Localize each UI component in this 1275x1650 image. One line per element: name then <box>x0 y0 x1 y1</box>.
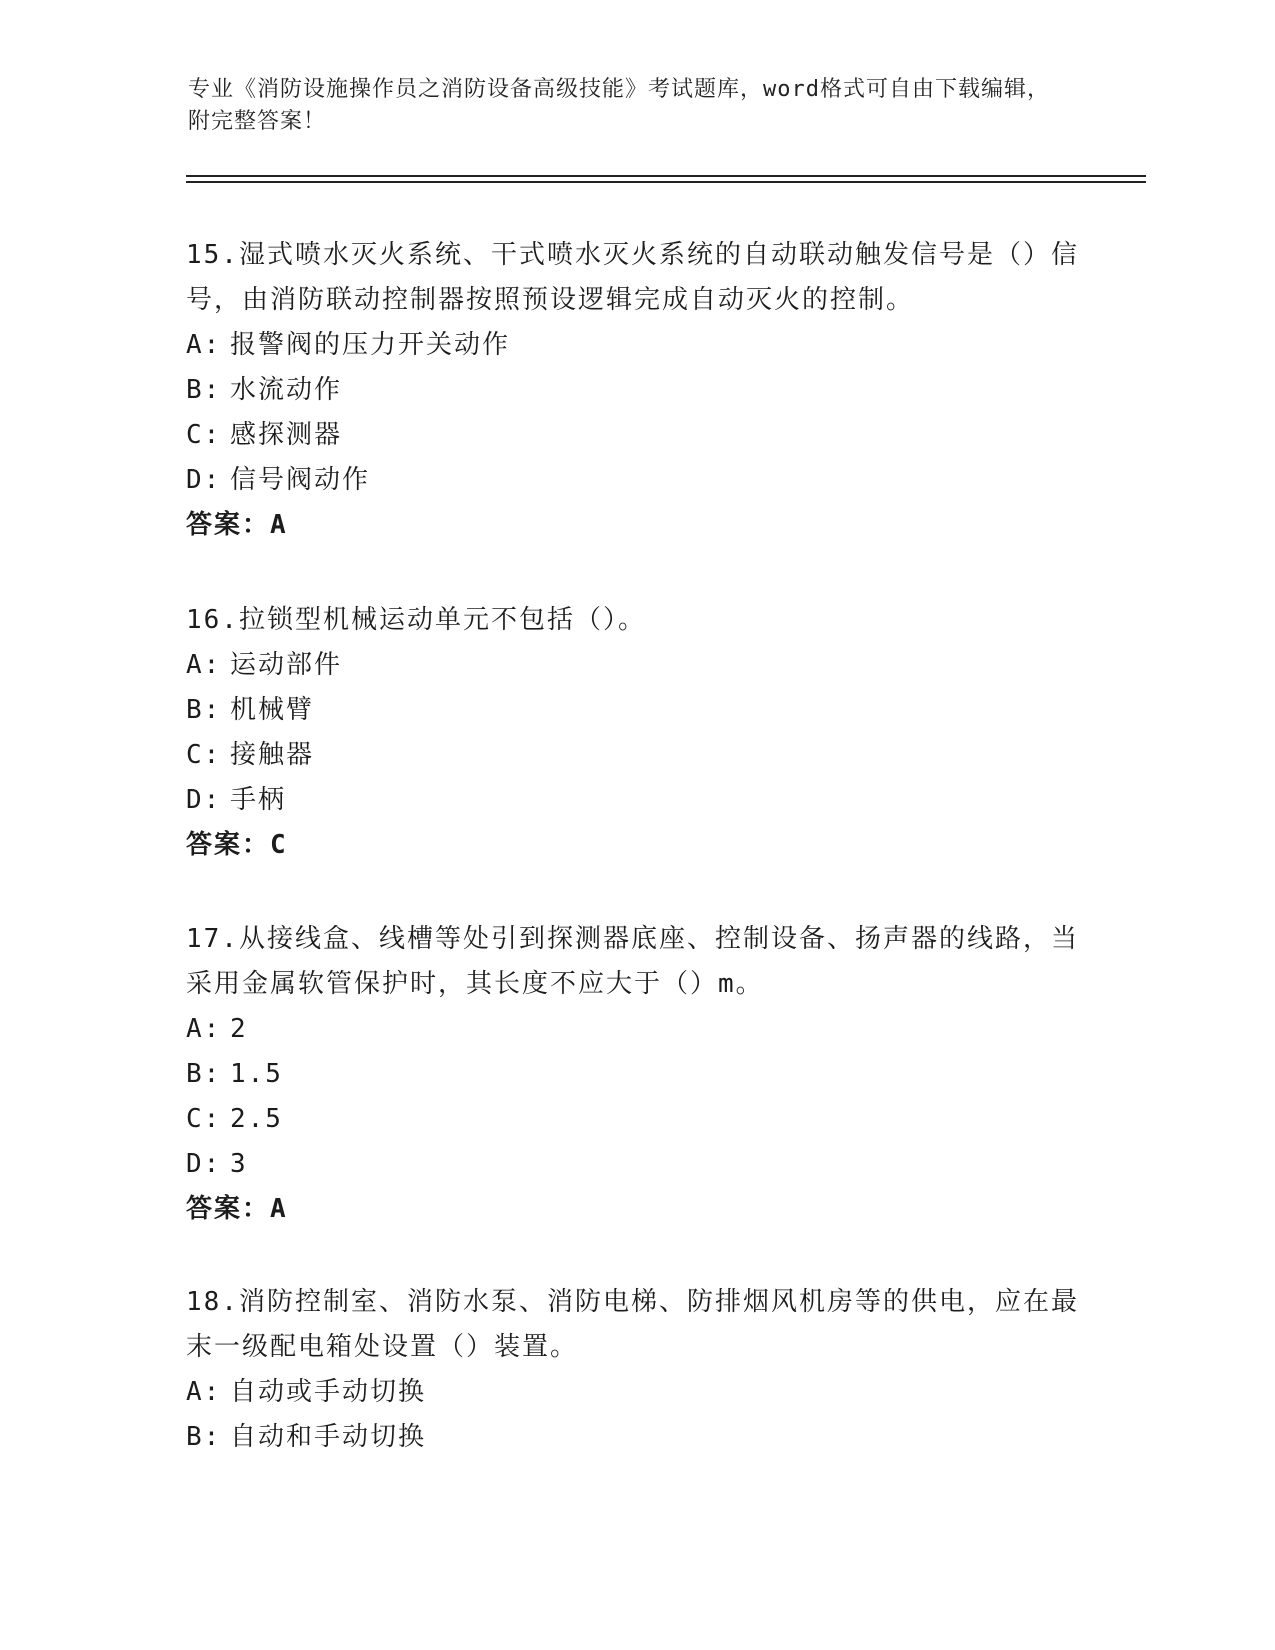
question-17 <box>186 917 1086 1232</box>
answer-line <box>186 823 1086 868</box>
option-letter: B: <box>186 375 222 405</box>
option-letter: C: <box>186 1104 222 1134</box>
option-letter: A: <box>186 1014 222 1044</box>
answer-label: 答案： <box>186 1194 271 1224</box>
option-letter: A: <box>186 330 222 360</box>
question-16 <box>186 598 1086 868</box>
option-c <box>186 733 1086 778</box>
question-18 <box>186 1280 1086 1460</box>
option-text: 感探测器 <box>230 420 343 450</box>
option-a <box>186 1370 1086 1415</box>
option-c <box>186 413 1086 458</box>
option-letter: B: <box>186 1422 222 1452</box>
option-letter: D: <box>186 785 222 815</box>
option-text: 水流动作 <box>230 375 343 405</box>
question-stem: 18.消防控制室、消防水泵、消防电梯、防排烟风机房等的供电，应在最末一级配电箱处设置（）装置。 <box>186 1287 1079 1362</box>
option-letter: B: <box>186 695 222 725</box>
option-letter: A: <box>186 650 222 680</box>
option-b <box>186 368 1086 413</box>
option-d <box>186 778 1086 823</box>
answer-value: C <box>270 830 287 860</box>
answer-line <box>186 1187 1086 1232</box>
option-text: 报警阀的压力开关动作 <box>230 330 511 360</box>
answer-value: A <box>270 510 287 540</box>
option-a <box>186 643 1086 688</box>
option-text: 2.5 <box>230 1104 283 1134</box>
option-letter: C: <box>186 420 222 450</box>
option-d <box>186 458 1086 503</box>
option-b <box>186 1415 1086 1460</box>
option-c <box>186 1097 1086 1142</box>
answer-value: A <box>270 1194 287 1224</box>
question-stem: 17.从接线盒、线槽等处引到探测器底座、控制设备、扬声器的线路，当采用金属软管保护时，其长度不应大于（）m。 <box>186 924 1079 999</box>
option-a <box>186 1007 1086 1052</box>
option-text: 自动或手动切换 <box>230 1377 427 1407</box>
option-text: 机械臂 <box>230 695 315 725</box>
option-text: 自动和手动切换 <box>230 1422 427 1452</box>
option-letter: C: <box>186 740 222 770</box>
question-15 <box>186 233 1086 548</box>
option-letter: B: <box>186 1059 222 1089</box>
option-text: 接触器 <box>230 740 315 770</box>
option-a <box>186 323 1086 368</box>
option-text: 手柄 <box>230 785 287 815</box>
header-divider-bottom <box>186 181 1146 183</box>
option-text: 运动部件 <box>230 650 343 680</box>
document-header: 专业《消防设施操作员之消防设备高级技能》考试题库，word格式可自由下载编辑，附完整答案！ <box>188 77 1050 134</box>
question-stem: 16.拉锁型机械运动单元不包括（）。 <box>186 605 646 635</box>
option-text: 1.5 <box>230 1059 283 1089</box>
question-stem: 15.湿式喷水灭火系统、干式喷水灭火系统的自动联动触发信号是（）信号，由消防联动控制器按照预设逻辑完成自动灭火的控制。 <box>186 240 1079 315</box>
answer-label: 答案： <box>186 830 271 860</box>
option-b <box>186 1052 1086 1097</box>
option-d <box>186 1142 1086 1187</box>
option-text: 2 <box>230 1014 248 1044</box>
option-letter: A: <box>186 1377 222 1407</box>
option-letter: D: <box>186 465 222 495</box>
option-b <box>186 688 1086 733</box>
option-text: 3 <box>230 1149 248 1179</box>
answer-label: 答案： <box>186 510 271 540</box>
option-letter: D: <box>186 1149 222 1179</box>
header-divider-top <box>186 175 1146 177</box>
option-text: 信号阀动作 <box>230 465 371 495</box>
answer-line <box>186 503 1086 548</box>
